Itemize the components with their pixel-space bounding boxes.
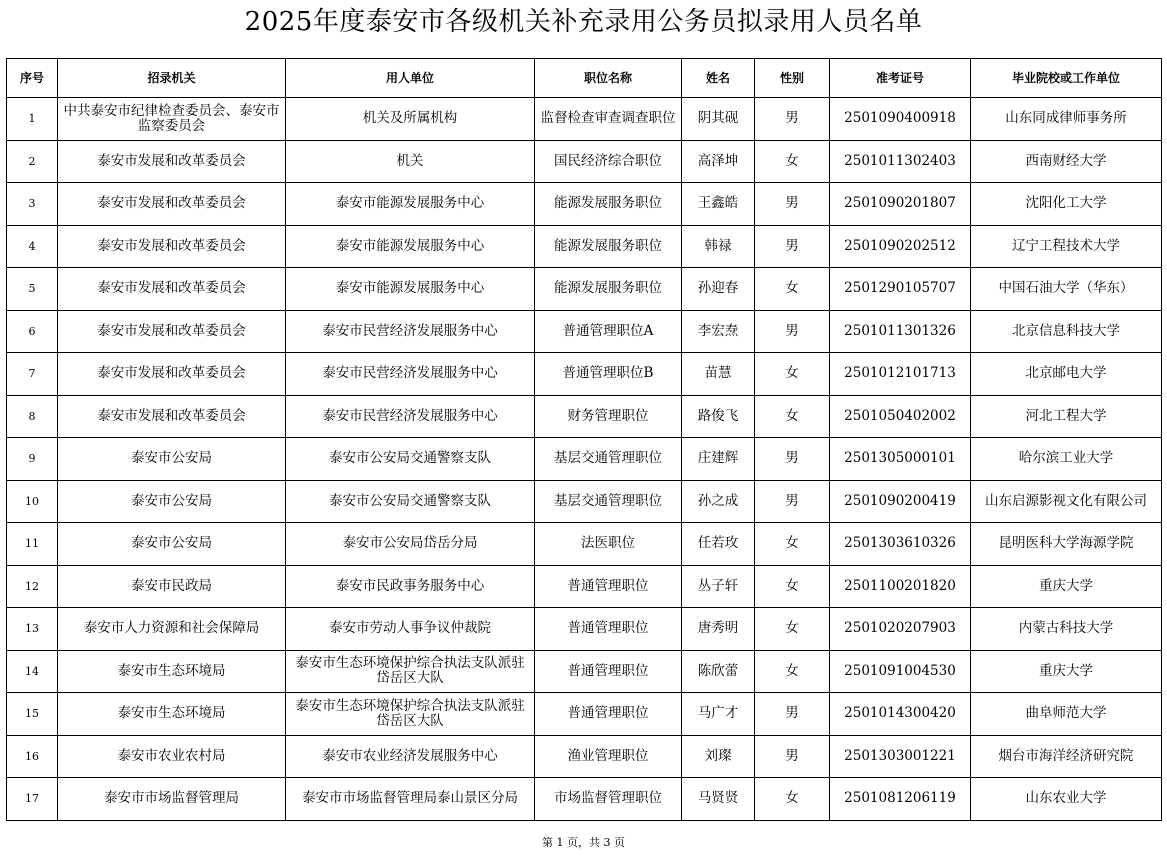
cell-seq: 12 <box>7 565 58 608</box>
cell-name: 马贤贤 <box>682 778 755 821</box>
cell-name: 马广才 <box>682 693 755 736</box>
table-row <box>7 608 1162 651</box>
cell-school-or-employer: 河北工程大学 <box>971 395 1162 438</box>
table-row <box>7 225 1162 268</box>
cell-seq: 11 <box>7 523 58 566</box>
cell-exam-id: 2501090200419 <box>830 480 971 523</box>
cell-recruiting-agency: 泰安市公安局 <box>58 480 286 523</box>
header-exam-id: 准考证号 <box>830 59 971 98</box>
cell-recruiting-agency: 泰安市公安局 <box>58 523 286 566</box>
cell-school-or-employer: 西南财经大学 <box>971 140 1162 183</box>
cell-employer-unit: 泰安市生态环境保护综合执法支队派驻岱岳区大队 <box>286 693 535 736</box>
cell-name: 苗慧 <box>682 353 755 396</box>
cell-position-name: 监督检查审查调查职位 <box>535 98 682 141</box>
cell-gender: 男 <box>755 438 830 481</box>
cell-position-name: 能源发展服务职位 <box>535 183 682 226</box>
cell-school-or-employer: 重庆大学 <box>971 565 1162 608</box>
cell-gender: 男 <box>755 480 830 523</box>
header-employer-unit: 用人单位 <box>286 59 535 98</box>
cell-school-or-employer: 哈尔滨工业大学 <box>971 438 1162 481</box>
cell-gender: 女 <box>755 650 830 693</box>
cell-exam-id: 2501011301326 <box>830 310 971 353</box>
cell-name: 王鑫皓 <box>682 183 755 226</box>
cell-employer-unit: 机关及所属机构 <box>286 98 535 141</box>
cell-name: 陈欣蕾 <box>682 650 755 693</box>
cell-exam-id: 2501020207903 <box>830 608 971 651</box>
cell-seq: 7 <box>7 353 58 396</box>
cell-school-or-employer: 内蒙古科技大学 <box>971 608 1162 651</box>
document-title: 2025年度泰安市各级机关补充录用公务员拟录用人员名单 <box>244 7 923 37</box>
table-row <box>7 140 1162 183</box>
cell-seq: 2 <box>7 140 58 183</box>
cell-school-or-employer: 中国石油大学（华东） <box>971 268 1162 311</box>
table-row <box>7 693 1162 736</box>
cell-seq: 4 <box>7 225 58 268</box>
cell-position-name: 普通管理职位A <box>535 310 682 353</box>
cell-seq: 8 <box>7 395 58 438</box>
cell-seq: 5 <box>7 268 58 311</box>
header-seq: 序号 <box>7 59 58 98</box>
header-recruiting-agency: 招录机关 <box>58 59 286 98</box>
cell-recruiting-agency: 泰安市发展和改革委员会 <box>58 225 286 268</box>
cell-name: 路俊飞 <box>682 395 755 438</box>
cell-employer-unit: 泰安市农业经济发展服务中心 <box>286 735 535 778</box>
table-row <box>7 310 1162 353</box>
cell-name: 庄建辉 <box>682 438 755 481</box>
cell-position-name: 国民经济综合职位 <box>535 140 682 183</box>
cell-school-or-employer: 北京邮电大学 <box>971 353 1162 396</box>
cell-recruiting-agency: 泰安市人力资源和社会保障局 <box>58 608 286 651</box>
cell-position-name: 能源发展服务职位 <box>535 268 682 311</box>
cell-seq: 6 <box>7 310 58 353</box>
cell-gender: 女 <box>755 523 830 566</box>
cell-seq: 3 <box>7 183 58 226</box>
cell-exam-id: 2501050402002 <box>830 395 971 438</box>
cell-school-or-employer: 山东启源影视文化有限公司 <box>971 480 1162 523</box>
cell-employer-unit: 泰安市民营经济发展服务中心 <box>286 353 535 396</box>
cell-gender: 女 <box>755 565 830 608</box>
cell-seq: 9 <box>7 438 58 481</box>
cell-position-name: 普通管理职位 <box>535 650 682 693</box>
cell-employer-unit: 机关 <box>286 140 535 183</box>
cell-position-name: 能源发展服务职位 <box>535 225 682 268</box>
cell-gender: 女 <box>755 778 830 821</box>
cell-gender: 女 <box>755 353 830 396</box>
cell-name: 刘璨 <box>682 735 755 778</box>
cell-gender: 男 <box>755 98 830 141</box>
cell-seq: 10 <box>7 480 58 523</box>
cell-recruiting-agency: 中共泰安市纪律检查委员会、泰安市监察委员会 <box>58 98 286 141</box>
cell-employer-unit: 泰安市劳动人事争议仲裁院 <box>286 608 535 651</box>
cell-position-name: 普通管理职位 <box>535 565 682 608</box>
candidate-table <box>6 58 1162 821</box>
header-gender: 性别 <box>755 59 830 98</box>
cell-seq: 13 <box>7 608 58 651</box>
cell-seq: 16 <box>7 735 58 778</box>
cell-exam-id: 2501091004530 <box>830 650 971 693</box>
cell-name: 孙迎春 <box>682 268 755 311</box>
cell-employer-unit: 泰安市市场监督管理局泰山景区分局 <box>286 778 535 821</box>
cell-name: 李宏焘 <box>682 310 755 353</box>
cell-exam-id: 2501011302403 <box>830 140 971 183</box>
cell-recruiting-agency: 泰安市发展和改革委员会 <box>58 268 286 311</box>
cell-gender: 女 <box>755 140 830 183</box>
cell-exam-id: 2501100201820 <box>830 565 971 608</box>
cell-employer-unit: 泰安市生态环境保护综合执法支队派驻岱岳区大队 <box>286 650 535 693</box>
cell-gender: 女 <box>755 395 830 438</box>
header-school-or-employer: 毕业院校或工作单位 <box>971 59 1162 98</box>
cell-exam-id: 2501290105707 <box>830 268 971 311</box>
cell-exam-id: 2501081206119 <box>830 778 971 821</box>
cell-position-name: 普通管理职位B <box>535 353 682 396</box>
cell-position-name: 财务管理职位 <box>535 395 682 438</box>
cell-position-name: 市场监督管理职位 <box>535 778 682 821</box>
cell-exam-id: 2501090202512 <box>830 225 971 268</box>
cell-recruiting-agency: 泰安市民政局 <box>58 565 286 608</box>
cell-gender: 男 <box>755 183 830 226</box>
cell-name: 高泽坤 <box>682 140 755 183</box>
cell-employer-unit: 泰安市能源发展服务中心 <box>286 225 535 268</box>
cell-recruiting-agency: 泰安市生态环境局 <box>58 693 286 736</box>
cell-seq: 14 <box>7 650 58 693</box>
cell-recruiting-agency: 泰安市发展和改革委员会 <box>58 183 286 226</box>
cell-employer-unit: 泰安市公安局岱岳分局 <box>286 523 535 566</box>
cell-name: 韩禄 <box>682 225 755 268</box>
cell-school-or-employer: 昆明医科大学海源学院 <box>971 523 1162 566</box>
cell-exam-id: 2501090201807 <box>830 183 971 226</box>
cell-employer-unit: 泰安市公安局交通警察支队 <box>286 438 535 481</box>
cell-name: 丛子轩 <box>682 565 755 608</box>
page-footer: 第 1 页，共 3 页 <box>542 836 625 849</box>
cell-recruiting-agency: 泰安市发展和改革委员会 <box>58 140 286 183</box>
cell-recruiting-agency: 泰安市发展和改革委员会 <box>58 310 286 353</box>
cell-school-or-employer: 辽宁工程技术大学 <box>971 225 1162 268</box>
cell-exam-id: 2501303610326 <box>830 523 971 566</box>
cell-exam-id: 2501090400918 <box>830 98 971 141</box>
cell-recruiting-agency: 泰安市发展和改革委员会 <box>58 395 286 438</box>
cell-recruiting-agency: 泰安市公安局 <box>58 438 286 481</box>
cell-name: 任若玫 <box>682 523 755 566</box>
cell-employer-unit: 泰安市能源发展服务中心 <box>286 183 535 226</box>
cell-employer-unit: 泰安市公安局交通警察支队 <box>286 480 535 523</box>
cell-gender: 男 <box>755 225 830 268</box>
cell-position-name: 渔业管理职位 <box>535 735 682 778</box>
table-row <box>7 395 1162 438</box>
cell-position-name: 基层交通管理职位 <box>535 438 682 481</box>
cell-position-name: 法医职位 <box>535 523 682 566</box>
cell-employer-unit: 泰安市能源发展服务中心 <box>286 268 535 311</box>
table-row <box>7 565 1162 608</box>
header-position-name: 职位名称 <box>535 59 682 98</box>
cell-recruiting-agency: 泰安市农业农村局 <box>58 735 286 778</box>
cell-school-or-employer: 烟台市海洋经济研究院 <box>971 735 1162 778</box>
cell-recruiting-agency: 泰安市生态环境局 <box>58 650 286 693</box>
table-row <box>7 268 1162 311</box>
cell-employer-unit: 泰安市民营经济发展服务中心 <box>286 395 535 438</box>
header-name: 姓名 <box>682 59 755 98</box>
table-row <box>7 353 1162 396</box>
cell-employer-unit: 泰安市民政事务服务中心 <box>286 565 535 608</box>
cell-exam-id: 2501305000101 <box>830 438 971 481</box>
cell-school-or-employer: 山东农业大学 <box>971 778 1162 821</box>
cell-school-or-employer: 重庆大学 <box>971 650 1162 693</box>
cell-name: 唐秀明 <box>682 608 755 651</box>
table-body <box>7 98 1162 821</box>
cell-gender: 男 <box>755 310 830 353</box>
table-row <box>7 778 1162 821</box>
table-row <box>7 183 1162 226</box>
cell-name: 阴其砚 <box>682 98 755 141</box>
cell-name: 孙之成 <box>682 480 755 523</box>
cell-school-or-employer: 山东同成律师事务所 <box>971 98 1162 141</box>
table-row <box>7 438 1162 481</box>
cell-position-name: 普通管理职位 <box>535 608 682 651</box>
cell-exam-id: 2501012101713 <box>830 353 971 396</box>
cell-recruiting-agency: 泰安市市场监督管理局 <box>58 778 286 821</box>
cell-exam-id: 2501014300420 <box>830 693 971 736</box>
cell-school-or-employer: 北京信息科技大学 <box>971 310 1162 353</box>
table-row <box>7 735 1162 778</box>
cell-exam-id: 2501303001221 <box>830 735 971 778</box>
cell-gender: 女 <box>755 608 830 651</box>
cell-gender: 男 <box>755 735 830 778</box>
cell-school-or-employer: 曲阜师范大学 <box>971 693 1162 736</box>
cell-seq: 1 <box>7 98 58 141</box>
table-row <box>7 650 1162 693</box>
cell-employer-unit: 泰安市民营经济发展服务中心 <box>286 310 535 353</box>
cell-gender: 男 <box>755 693 830 736</box>
cell-gender: 女 <box>755 268 830 311</box>
table-header-row <box>7 59 1162 98</box>
cell-recruiting-agency: 泰安市发展和改革委员会 <box>58 353 286 396</box>
table-row <box>7 98 1162 141</box>
table-row <box>7 523 1162 566</box>
cell-position-name: 普通管理职位 <box>535 693 682 736</box>
cell-position-name: 基层交通管理职位 <box>535 480 682 523</box>
cell-seq: 15 <box>7 693 58 736</box>
table-row <box>7 480 1162 523</box>
cell-school-or-employer: 沈阳化工大学 <box>971 183 1162 226</box>
cell-seq: 17 <box>7 778 58 821</box>
